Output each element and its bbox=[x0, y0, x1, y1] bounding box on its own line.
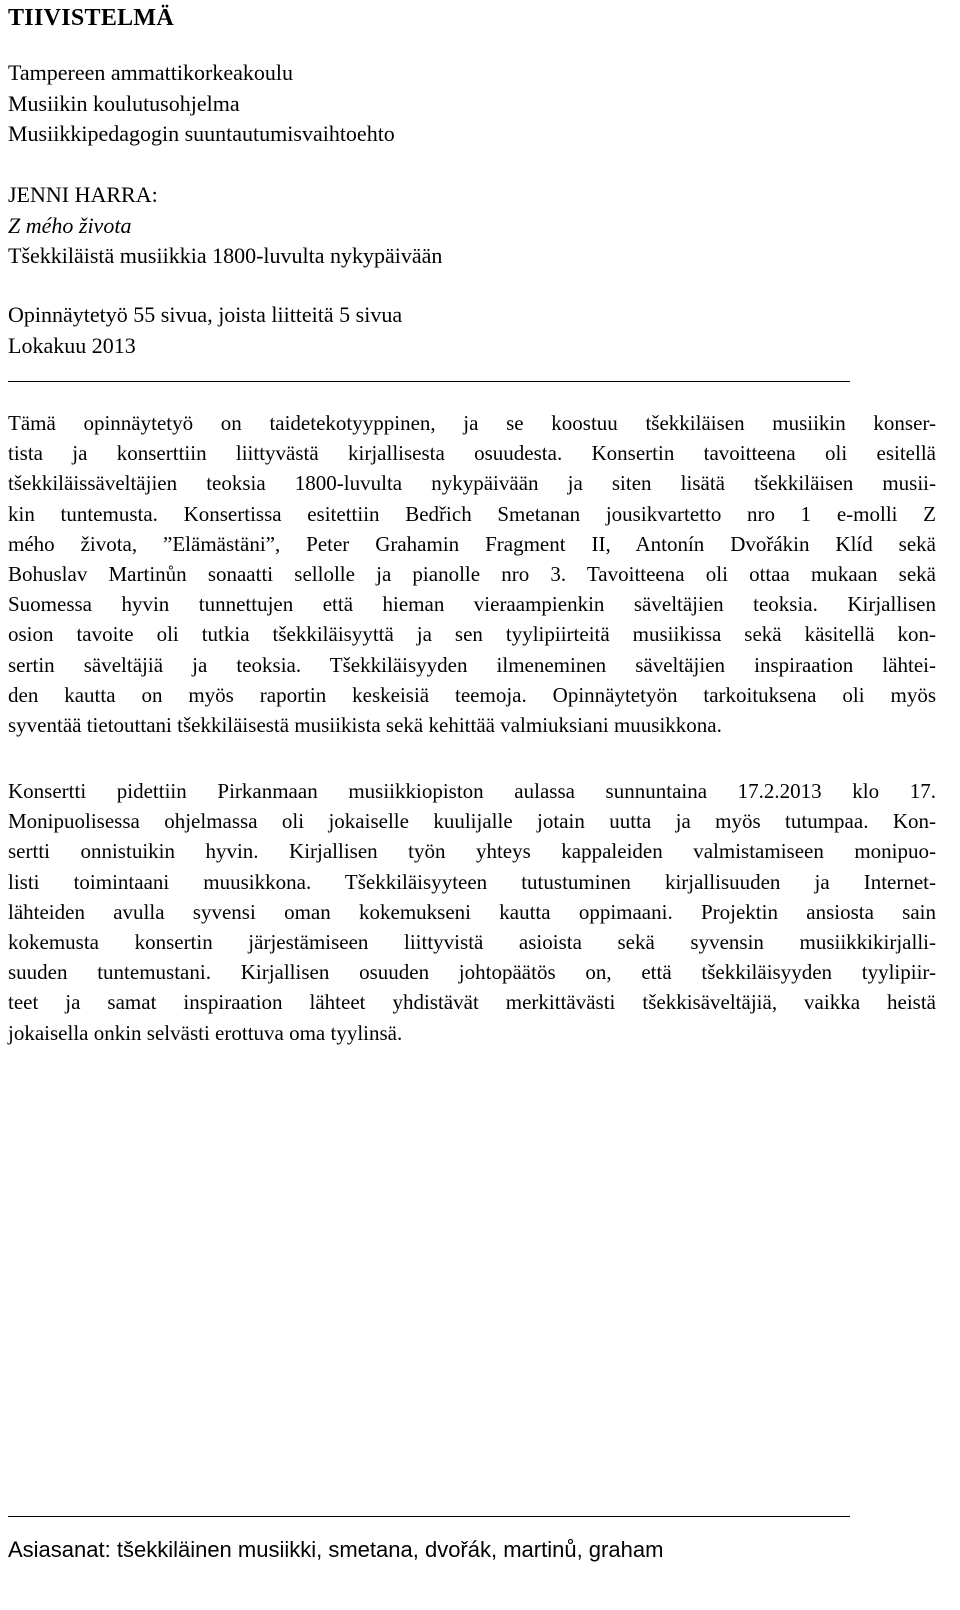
text-line: Monipuolisessa ohjelmassa oli jokaiselle kuulijalle jotain uutta ja myös tutumpaa. Kon- bbox=[8, 809, 936, 834]
text-line: listi toimintaani muusikkona. Tšekkiläisyyteen tutustuminen kirjallisuuden ja Internet- bbox=[8, 869, 936, 894]
thesis-subtitle: Tšekkiläistä musiikkia 1800-luvulta nykypäivään bbox=[8, 243, 443, 268]
text-line: sertti onnistuikin hyvin. Kirjallisen työn yhteys kappaleiden valmistamiseen monipuo- bbox=[8, 839, 936, 864]
text-line: lähteiden avulla syvensi oman kokemukseni kautta oppimaani. Projektin ansiosta sain bbox=[8, 899, 936, 924]
text-line: osion tavoite oli tutkia tšekkiläisyyttä ja sen tyylipiirteitä musiikissa sekä käsitellä kon- bbox=[8, 622, 936, 647]
keywords-line: Asiasanat: tšekkiläinen musiikki, smetana, dvořák, martinů, graham bbox=[8, 1537, 664, 1562]
text-line: suuden tuntemustani. Kirjallisen osuuden johtopäätös on, että tšekkiläisyyden tyylipiir- bbox=[8, 960, 936, 985]
top-divider bbox=[8, 381, 850, 382]
text-line: Suomessa hyvin tunnettujen että hieman vieraampienkin säveltäjien teoksia. Kirjallisen bbox=[8, 592, 936, 617]
text-line: kokemusta konsertin järjestämiseen liittyvistä asioista sekä syvensin musiikkikirjalli- bbox=[8, 930, 936, 955]
text-line: tšekkiläissäveltäjien teoksia 1800-luvulta nykypäivään ja siten lisätä tšekkiläisen musii- bbox=[8, 471, 936, 496]
text-line: teet ja samat inspiraation lähteet yhdistävät merkittävästi tšekkisäveltäjiä, vaikka heistä bbox=[8, 990, 936, 1015]
author-name: JENNI HARRA: bbox=[8, 182, 158, 207]
option-name: Musiikkipedagogin suuntautumisvaihtoehto bbox=[8, 121, 395, 146]
page-title: TIIVISTELMÄ bbox=[8, 5, 175, 31]
institution-block bbox=[8, 58, 395, 150]
abstract-paragraph-2 bbox=[8, 776, 936, 1048]
text-line: Tämä opinnäytetyö on taidetekotyyppinen, ja se koostuu tšekkiläisen musiikin konser- bbox=[8, 411, 936, 435]
thesis-title: Z mého života bbox=[8, 212, 132, 238]
thesis-info-block bbox=[8, 180, 442, 272]
page-count: Opinnäytetyö 55 sivua, joista liitteitä 5 sivua bbox=[8, 302, 403, 327]
thesis-meta-block bbox=[8, 300, 402, 361]
text-line: Konsertti pidettiin Pirkanmaan musiikkiopiston aulassa sunnuntaina 17.2.2013 klo 17. bbox=[8, 779, 936, 803]
text-line: mého života, ”Elämästäni”, Peter Grahamin Fragment II, Antonín Dvořákin Klíd sekä bbox=[8, 531, 936, 556]
text-line: den kautta on myös raportin keskeisiä teemoja. Opinnäytetyön tarkoituksena oli myös bbox=[8, 682, 936, 707]
text-line: jokaisella onkin selvästi erottuva oma tyylinsä. bbox=[8, 1020, 403, 1045]
thesis-date: Lokakuu 2013 bbox=[8, 332, 136, 358]
programme-name: Musiikin koulutusohjelma bbox=[8, 90, 240, 116]
text-line: Bohuslav Martinůn sonaatti sellolle ja pianolle nro 3. Tavoitteena oli ottaa mukaan sekä bbox=[8, 562, 936, 587]
school-name: Tampereen ammattikorkeakoulu bbox=[8, 60, 293, 85]
abstract-paragraph-1 bbox=[8, 408, 936, 740]
text-line: tista ja konserttiin liittyvästä kirjallisesta osuudesta. Konsertin tavoitteena oli esitellä bbox=[8, 441, 936, 466]
text-line: syventää tietouttani tšekkiläisestä musiikista sekä kehittää valmiuksiani muusikkona. bbox=[8, 713, 722, 738]
text-line: sertin säveltäjiä ja teoksia. Tšekkiläisyyden ilmeneminen säveltäjien inspiraation lähtei- bbox=[8, 652, 936, 677]
bottom-divider bbox=[8, 1516, 850, 1517]
text-line: kin tuntemusta. Konsertissa esitettiin Bedřich Smetanan jousikvartetto nro 1 e-molli Z bbox=[8, 501, 936, 526]
